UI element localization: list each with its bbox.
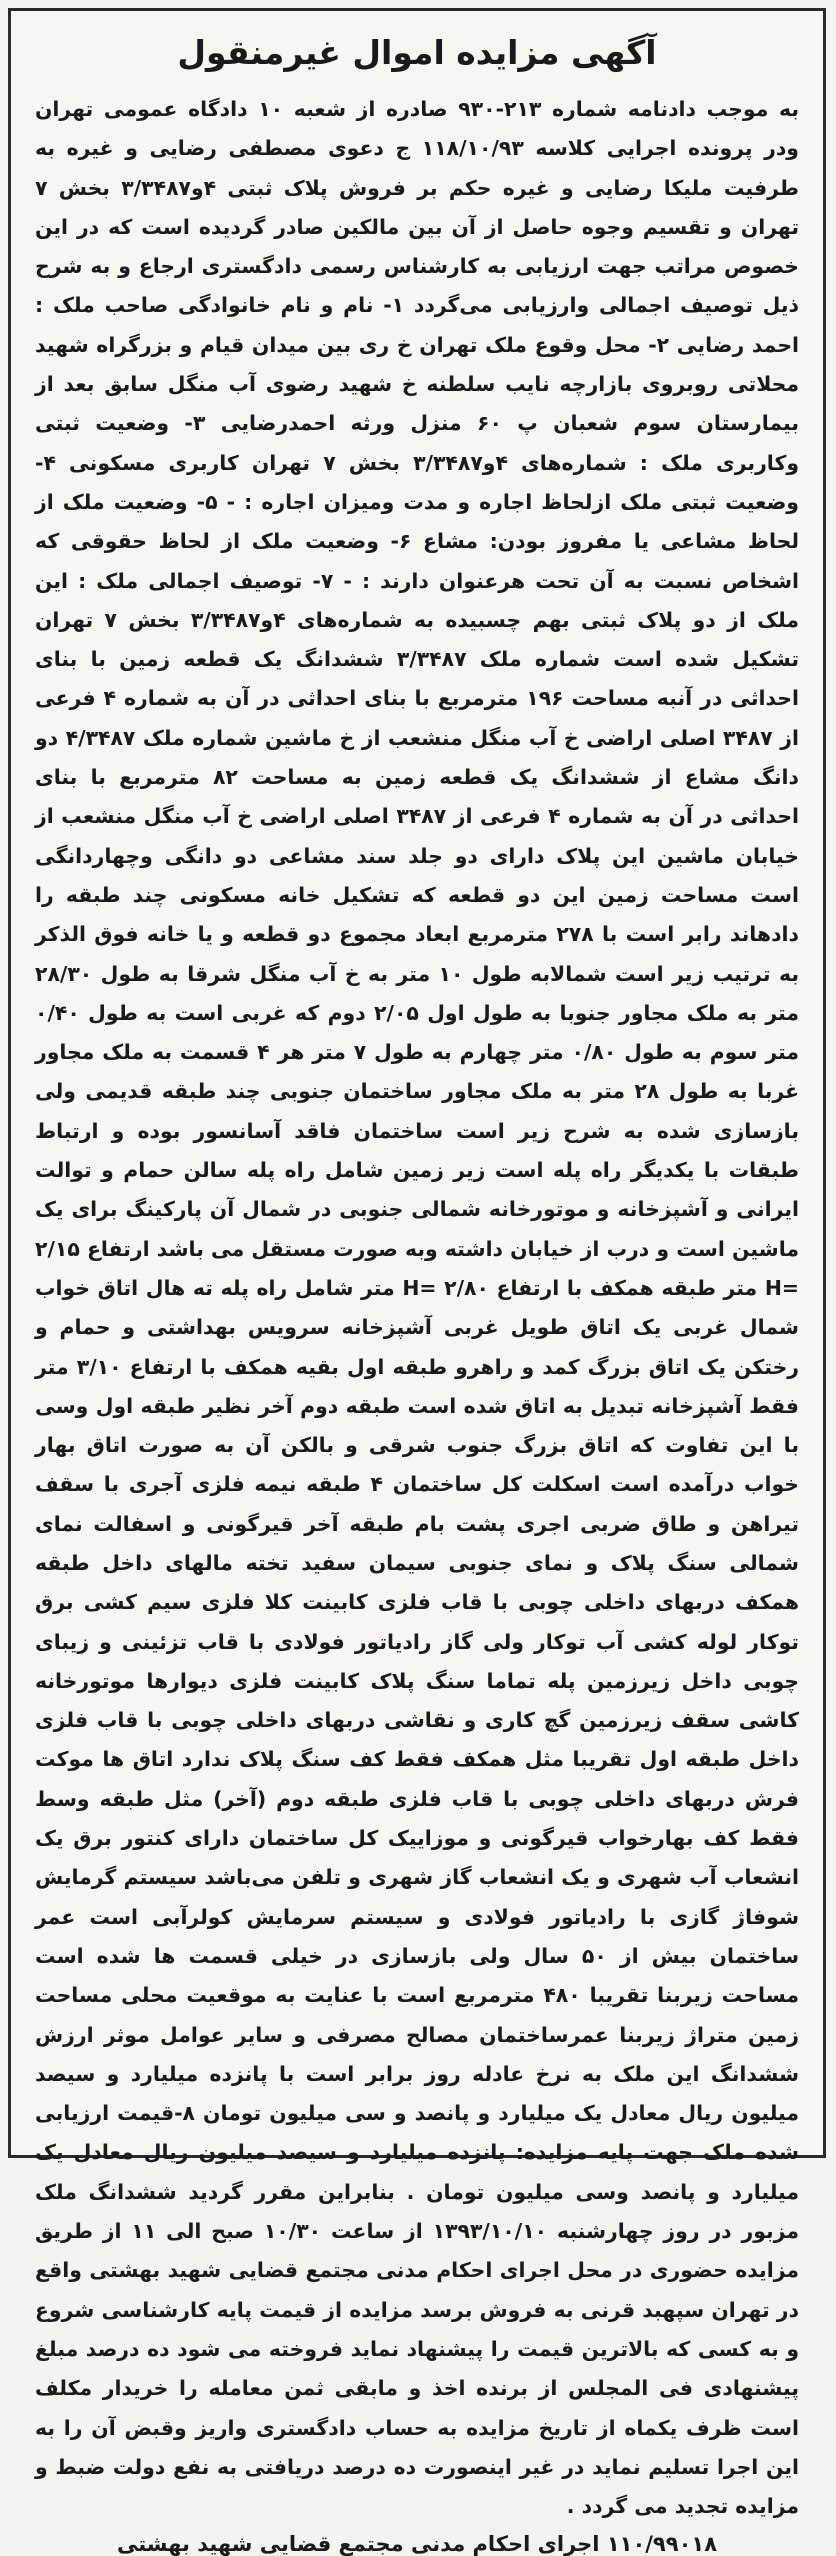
- notice-title: آگهی مزایده اموال غیرمنقول: [177, 33, 657, 72]
- notice-body-text: به موجب دادنامه شماره ۲۱۳-۹۳۰ صادره از شعبه ۱۰ دادگاه عمومی تهران ودر پرونده اجرایی کلاسه ۱۱۸/۱۰/۹۳ ج دعوی مصطفی رضایی و غیره به طرفیت ملیکا رضایی و غیره حکم بر فروش پلاک ثبتی ۴و۳/۳۴۸۷ بخش ۷ تهران و تقسیم وجوه حاصل از آن بین مالکین صادر گردیده است که در این خصوص مراتب جهت ارزیابی به کارشناس رسمی دادگستری ارجاع و به شرح ذیل توصیف اجمالی وارزیابی می‌گردد ۱- نام و نام خانوادگی صاحب ملک : احمد رضایی ۲- محل وقوع ملک تهران خ ری بین میدان قیام و بزرگراه شهید محلاتی روبروی بازارچه نایب سلطنه خ شهید رضوی آب منگل سابق بعد از بیمارستان سوم شعبان پ ۶۰ منزل ورثه احمدرضایی ۳- وضعیت ثبتی وکاربری ملک : شماره‌های ۴و۳/۳۴۸۷ بخش ۷ تهران کاربری مسکونی ۴- وضعیت ثبتی ملک ازلحاظ اجاره و مدت ومیزان اجاره : - ۵- وضعیت ملک از لحاظ مشاعی یا مفروز بودن: مشاع ۶- وضعیت ملک از لحاظ حقوقی که اشخاص نسبت به آن تحت هرعنوان دارند : - ۷- توصیف اجمالی ملک : این ملک از دو پلاک ثبتی بهم چسبیده به شماره‌های ۴و۳/۳۴۸۷ بخش ۷ تهران تشکیل شده است شماره ملک ۳/۳۴۸۷ ششدانگ یک قطعه زمین با بنای احداثی در آنبه مساحت ۱۹۶ مترمربع با بنای احداثی در آن به شماره ۴ فرعی از ۳۴۸۷ اصلی اراضی خ آب منگل منشعب از خ ماشین شماره ملک ۴/۳۴۸۷ دو دانگ مشاع از ششدانگ یک قطعه زمین به مساحت ۸۲ مترمربع با بنای احداثی در آن به شماره ۴ فرعی از ۳۴۸۷ اصلی اراضی خ آب منگل منشعب از خیابان ماشین این پلاک دارای دو جلد سند مشاعی دو دانگی وچهاردانگی است مساحت زمین این دو قطعه که تشکیل خانه مسکونی چند طبقه را دادهاند رابر است با ۲۷۸ مترمربع ابعاد مجموع دو قطعه و یا خانه فوق الذکر به ترتیب زیر است شمالابه طول ۱۰ متر به خ آب منگل شرقا به طول ۲۸/۳۰ متر به ملک مجاور جنوبا به طول اول ۲/۰۵ دوم که غربی است به طول ۰/۴۰ متر سوم به طول ۰/۸۰ متر چهارم به طول ۷ متر هر ۴ قسمت به ملک مجاور غربا به طول ۲۸ متر به ملک مجاور ساختمان جنوبی چند طبقه قدیمی ولی بازسازی شده به شرح زیر است ساختمان فاقد آسانسور بوده و ارتباط طبقات با یکدیگر راه پله است زیر زمین شامل راه پله سالن حمام و توالت ایرانی و آشپزخانه و موتورخانه شمالی جنوبی در شمال آن پارکینگ برای یک ماشین است و درب از خیابان داشته وبه صورت مستقل می باشد ارتفاع ۲/۱۵ =H متر طبقه همکف با ارتفاع ۲/۸۰ =H متر شامل راه پله ته هال اتاق خواب شمال غربی یک اتاق طویل غربی آشپزخانه سرویس بهداشتی و حمام و رختکن یک اتاق بزرگ کمد و راهرو طبقه اول بقیه همکف با ارتفاع ۳/۱۰ متر فقط آشپزخانه تبدیل به اتاق شده است طبقه دوم آخر نظیر طبقه اول وسی با این تفاوت که اتاق بزرگ جنوب شرقی و بالکن آن به صورت اتاق بهار خواب درآمده است اسکلت کل ساختمان ۴ طبقه نیمه فلزی آجری با سقف تیراهن و طاق ضربی اجری پشت بام طبقه آخر قیرگونی و اسفالت نمای شمالی سنگ پلاک و نمای جنوبی سیمان سفید تخته مالهای داخل طبقه همکف دربهای داخلی چوبی با قاب فلزی کابینت کلا فلزی سیم کشی برق توکار لوله کشی آب توکار ولی گاز رادیاتور فولادی با قاب تزئینی و زیبای چوبی داخل زیرزمین پله تماما سنگ پلاک کابینت فلزی دیوارها موتورخانه کاشی سقف زیرزمین گچ کاری و نقاشی دربهای داخلی چوبی با قاب فلزی داخل طبقه اول تقریبا مثل همکف فقط کف سنگ پلاک ندارد اتاق ها موکت فرش دربهای داخلی چوبی با قاب فلزی طبقه دوم (آخر) مثل طبقه وسط فقط کف بهارخواب قیرگونی و موزاییک کل ساختمان دارای کنتور برق یک انشعاب آب شهری و یک انشعاب گاز شهری و تلفن می‌باشد سیستم گرمایش شوفاژ گازی با رادیاتور فولادی و سیستم سرمایش کولرآبی است عمر ساختمان بیش از ۵۰ سال ولی بازسازی در خیلی قسمت ها شده است مساحت زیربنا تقریبا ۴۸۰ مترمربع است با عنایت به موقعیت محلی مساحت زمین متراژ زیربنا عمرساختمان مصالح مصرفی و سایر عوامل موثر ارزش ششدانگ این ملک به نرخ عادله روز برابر است با پانزده میلیارد و سیصد میلیون ریال معادل یک میلیارد و پانصد و سی میلیون تومان ۸-قیمت ارزیابی شده ملک جهت پایه مزایده: پانزده میلیارد و سیصد میلیون ریال معادل یک میلیارد و پانصد وسی میلیون تومان . بنابراین مقرر گردید ششدانگ ملک مزبور در روز چهارشنبه ۱۳۹۳/۱۰/۱۰ از ساعت ۱۰/۳۰ صبح الی ۱۱ از طریق مزایده حضوری در محل اجرای احکام مدنی مجتمع قضایی شهید بهشتی واقع در تهران سپهبد قرنی به فروش برسد مزایده از قیمت پایه کارشناسی شروع و به کسی که بالاترین قیمت را پیشنهاد نماید فروخته می شود ده درصد مبلغ پیشنهادی فی المجلس از برنده اخذ و مابقی ثمن معامله را خریدار مکلف است ظرف یکماه از تاریخ مزایده به حساب دادگستری واریز وقبض آن را به این اجرا تسلیم نماید در غیر اینصورت ده درصد دریافتی به نفع دولت ضبط و مزایده تجدید می گردد .: [35, 97, 800, 2519]
- notice-body: [35, 90, 799, 2526]
- auction-notice: [8, 8, 826, 2556]
- notice-footer: ۱۱۰/۹۹۰۱۸ اجرای احکام مدنی مجتمع قضایی شهید بهشتی: [116, 2532, 718, 2556]
